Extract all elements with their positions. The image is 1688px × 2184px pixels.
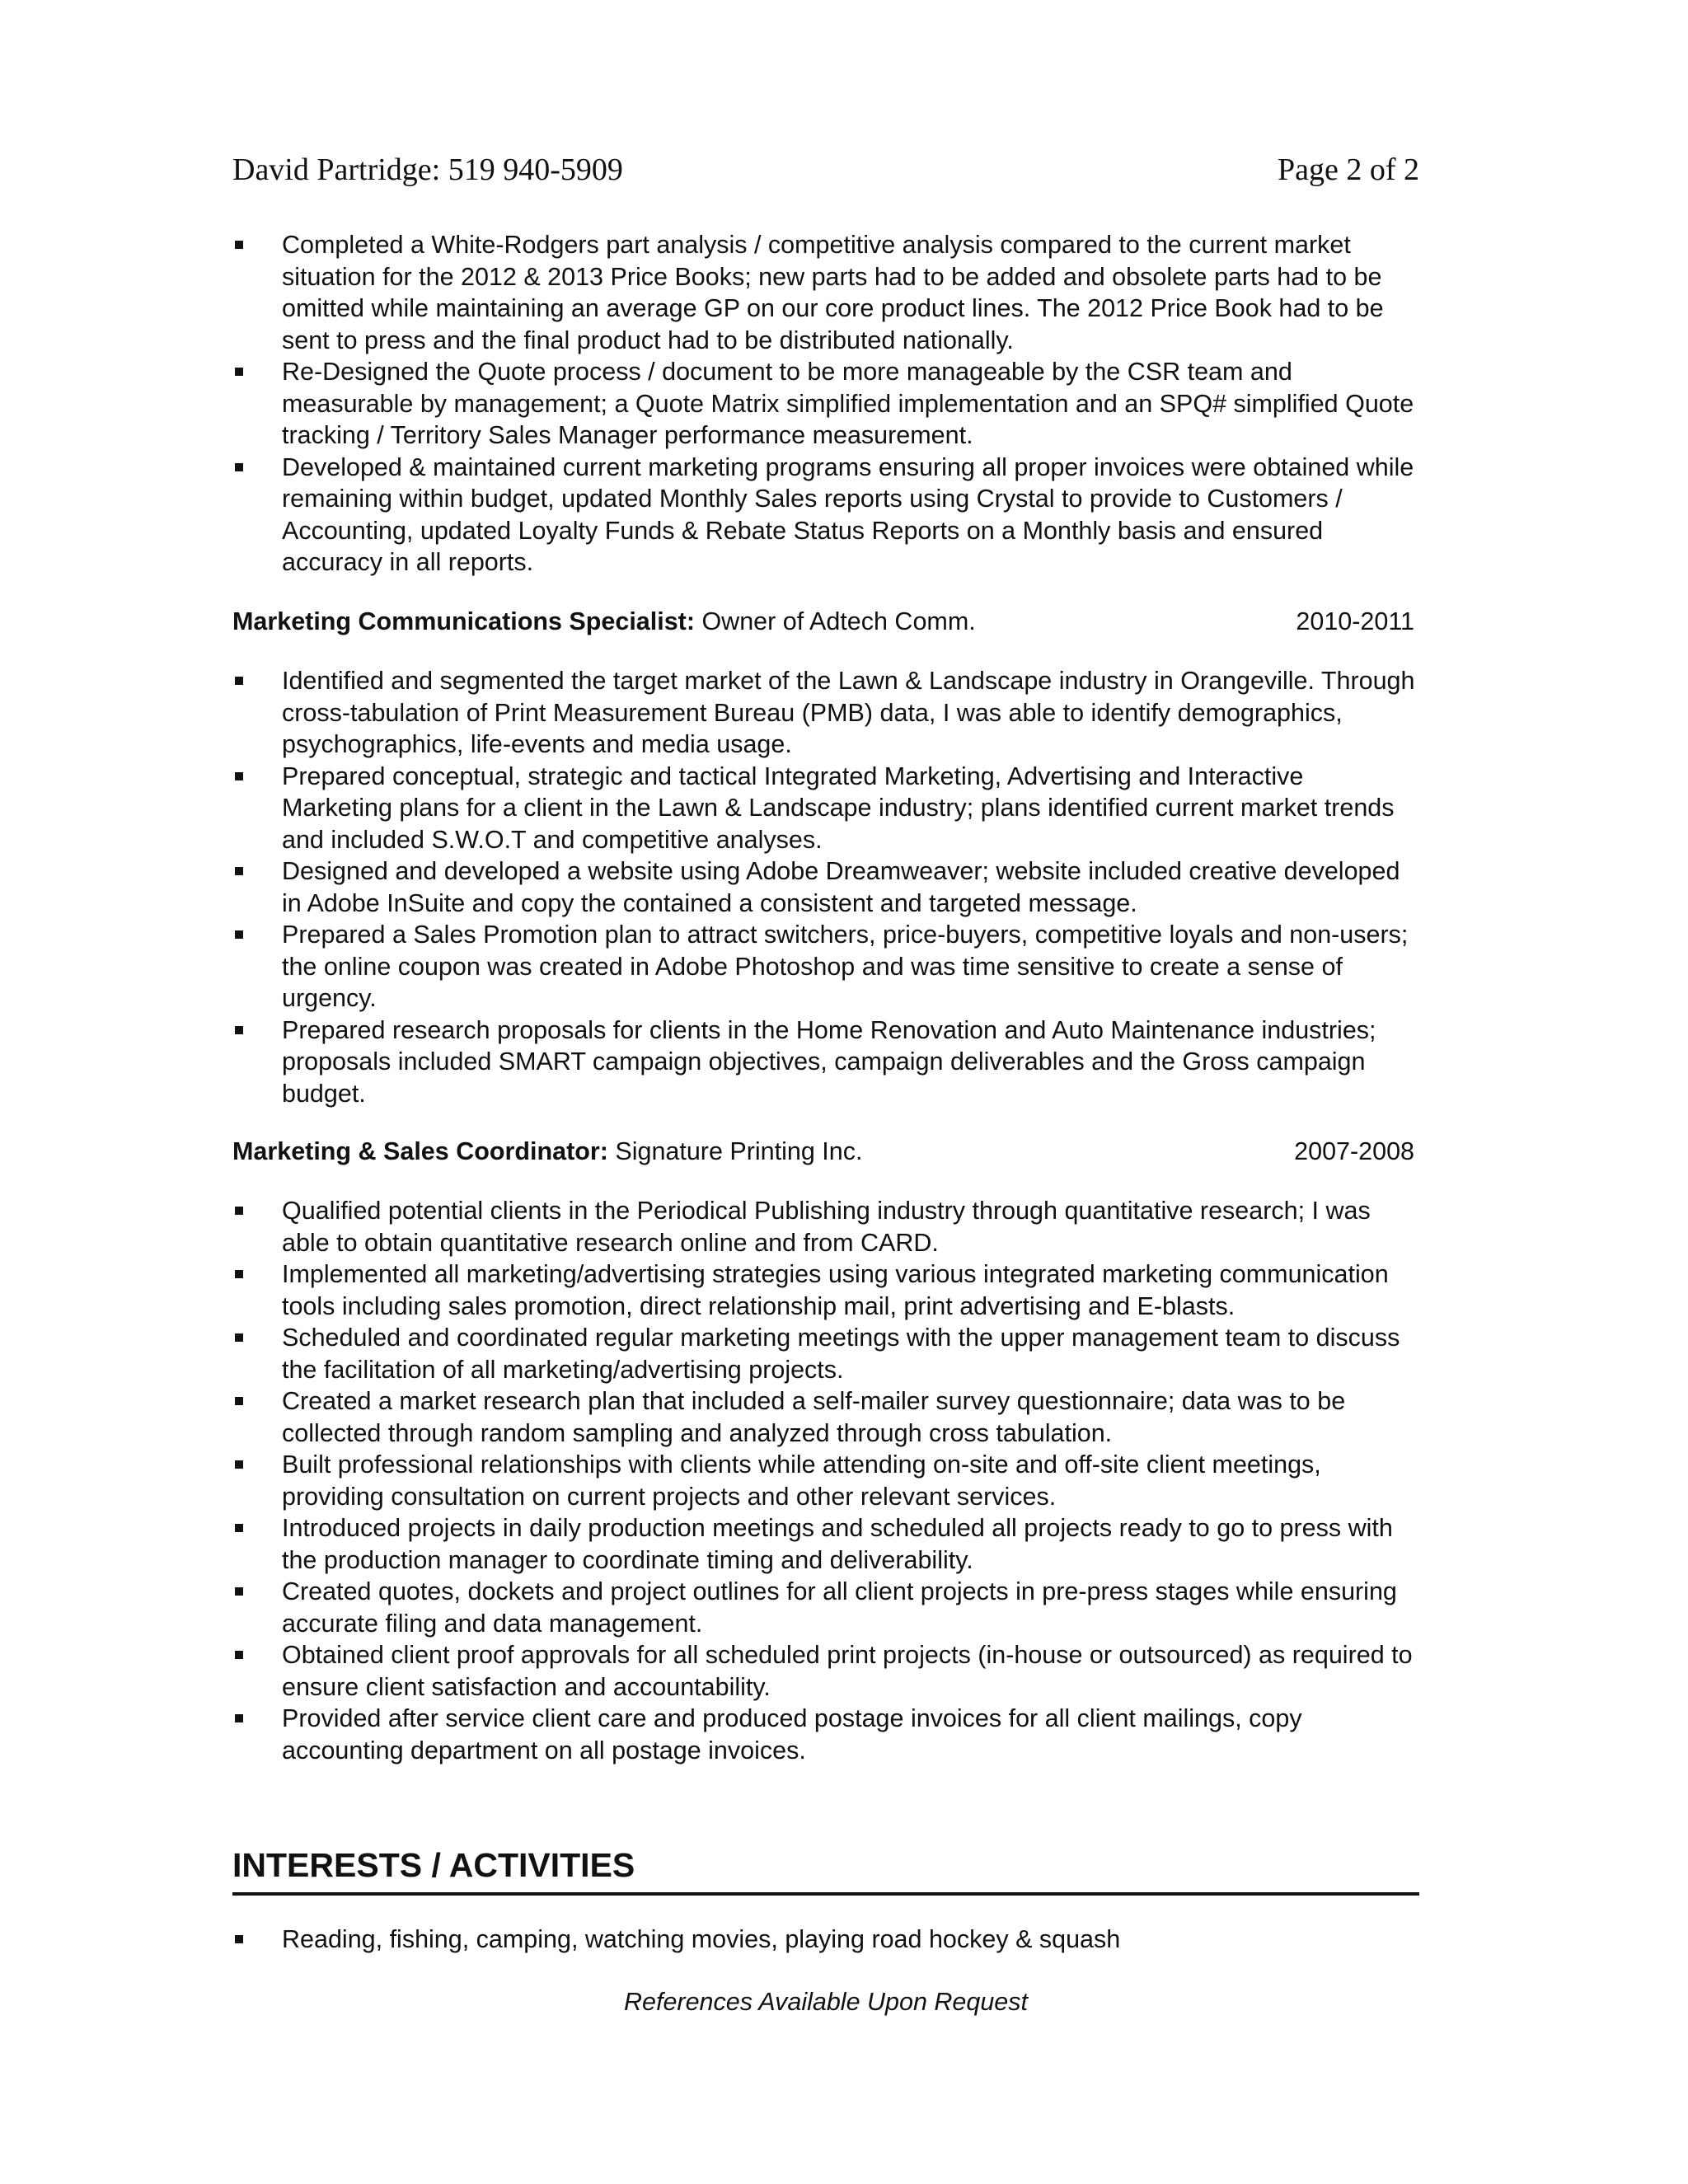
list-item: Re-Designed the Quote process / document to be more manageable by the CSR team and measurable by management; a Quote Matrix simplified implementation and an SPQ# simplified Quote tracking / Territory Sales Manager performance measurement. <box>232 356 1419 452</box>
role-bullets-adtech <box>232 665 1419 1109</box>
role-employer: Owner of Adtech Comm. <box>694 607 976 635</box>
bullet-icon <box>235 1714 243 1722</box>
role-heading-adtech <box>232 606 1419 639</box>
role-years: 2010-2011 <box>1296 607 1414 635</box>
role-title: Marketing & Sales Coordinator: <box>232 1137 608 1165</box>
list-item: Prepared a Sales Promotion plan to attract switchers, price-buyers, competitive loyals and non-users; the online coupon was created in Adobe Photoshop and was time sensitive to create a sense of urgency. <box>232 919 1419 1015</box>
bullet-icon <box>235 463 243 471</box>
list-item: Prepared conceptual, strategic and tactical Integrated Marketing, Advertising and Interactive Marketing plans for a client in the Lawn & Landscape industry; plans identified current market trends and included S.W.O.T and competitive analyses. <box>232 761 1419 856</box>
bullet-icon <box>235 1333 243 1342</box>
section-heading-interests: INTERESTS / ACTIVITIES <box>232 1843 1419 1896</box>
bullet-icon <box>235 930 243 939</box>
bullet-icon <box>235 368 243 376</box>
bullet-icon <box>235 867 243 875</box>
list-item: Prepared research proposals for clients in the Home Renovation and Auto Maintenance industries; proposals included SMART campaign objectives, campaign deliverables and the Gross campaign budget. <box>232 1015 1419 1110</box>
list-item: Completed a White-Rodgers part analysis / competitive analysis compared to the current market situation for the 2012 & 2013 Price Books; new parts had to be added and obsolete parts had to be omitted while maintaining an average GP on our core product lines. The 2012 Price Book had to be sent to press and the final product had to be distributed nationally. <box>232 229 1419 356</box>
role-employer: Signature Printing Inc. <box>607 1137 863 1165</box>
list-item: Identified and segmented the target market of the Lawn & Landscape industry in Orangeville. Through cross-tabulation of Print Measurement Bureau (PMB) data, I was able to identify demographics, psychographics, life-events and media usage. <box>232 665 1419 761</box>
bullet-icon <box>235 772 243 780</box>
list-item: Created a market research plan that included a self-mailer survey questionnaire; data was to be collected through random sampling and analyzed through cross tabulation. <box>232 1385 1419 1449</box>
references-note: References Available Upon Request <box>624 1988 1028 2016</box>
list-item: Implemented all marketing/advertising strategies using various integrated marketing communication tools including sales promotion, direct relationship mail, print advertising and E-blasts. <box>232 1258 1419 1322</box>
role-bullets-signature <box>232 1195 1419 1766</box>
bullet-icon <box>235 1587 243 1596</box>
bullet-icon <box>235 1651 243 1659</box>
page-header <box>232 145 1419 194</box>
list-item: Introduced projects in daily production meetings and scheduled all projects ready to go to press with the production manager to coordinate timing and deliverability. <box>232 1512 1419 1576</box>
bullet-icon <box>235 677 243 685</box>
bullet-icon <box>235 1270 243 1278</box>
intro-bullets <box>232 229 1419 579</box>
list-item: Qualified potential clients in the Periodical Publishing industry through quantitative research; I was able to obtain quantitative research online and from CARD. <box>232 1195 1419 1258</box>
header-name-phone: David Partridge: 519 940-5909 <box>232 152 623 187</box>
interests-bullets <box>232 1924 1419 1956</box>
list-item: Created quotes, dockets and project outlines for all client projects in pre-press stages while ensuring accurate filing and data management. <box>232 1576 1419 1639</box>
bullet-icon <box>235 1524 243 1532</box>
list-item: Provided after service client care and produced postage invoices for all client mailings, copy accounting department on all postage invoices. <box>232 1703 1419 1766</box>
role-heading-signature <box>232 1136 1419 1169</box>
bullet-icon <box>235 1935 243 1943</box>
role-title: Marketing Communications Specialist: <box>232 607 695 635</box>
bullet-icon <box>235 1460 243 1469</box>
bullet-icon <box>235 1207 243 1215</box>
list-item: Built professional relationships with clients while attending on-site and off-site client meetings, providing consultation on current projects and other relevant services. <box>232 1449 1419 1512</box>
role-years: 2007-2008 <box>1294 1137 1414 1165</box>
list-item: Designed and developed a website using Adobe Dreamweaver; website included creative developed in Adobe InSuite and copy the contained a consistent and targeted message. <box>232 855 1419 919</box>
bullet-icon <box>235 1026 243 1034</box>
bullet-icon <box>235 1397 243 1405</box>
header-page-number: Page 2 of 2 <box>1277 152 1419 187</box>
list-item: Developed & maintained current marketing programs ensuring all proper invoices were obtained while remaining within budget, updated Monthly Sales reports using Crystal to provide to Customers / Accounting, updated Loyalty Funds & Rebate Status Reports on a Monthly basis and ensured accuracy in all reports. <box>232 452 1419 579</box>
list-item: Reading, fishing, camping, watching movies, playing road hockey & squash <box>232 1924 1419 1956</box>
bullet-icon <box>235 241 243 249</box>
list-item: Obtained client proof approvals for all scheduled print projects (in-house or outsourced) as required to ensure client satisfaction and accountability. <box>232 1639 1419 1703</box>
list-item: Scheduled and coordinated regular marketing meetings with the upper management team to discuss the facilitation of all marketing/advertising projects. <box>232 1322 1419 1385</box>
